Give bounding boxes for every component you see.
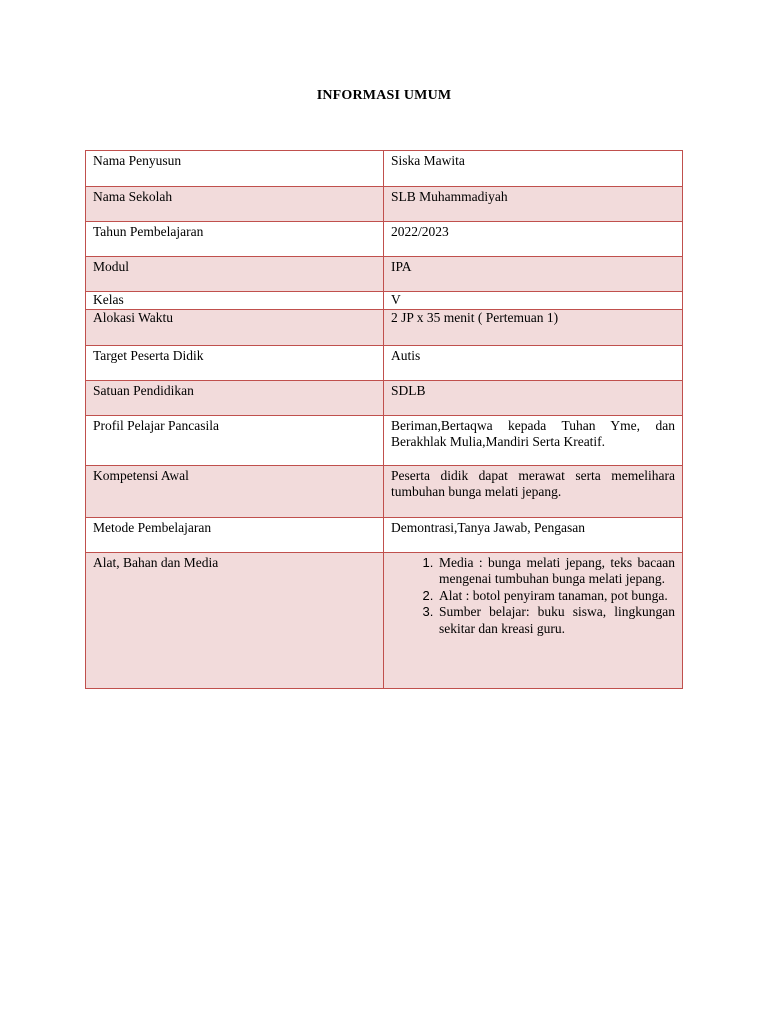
row-label: Kelas (86, 292, 384, 310)
page-title: INFORMASI UMUM (316, 88, 452, 103)
row-value: SDLB (384, 380, 683, 415)
table-row (86, 187, 683, 222)
row-label: Alat, Bahan dan Media (86, 552, 384, 688)
row-label: Kompetensi Awal (86, 465, 384, 517)
row-value: Autis (384, 345, 683, 380)
row-value: V (384, 292, 683, 310)
row-value: 2022/2023 (384, 222, 683, 257)
row-label: Nama Penyusun (86, 151, 384, 187)
row-value-text: Peserta didik dapat merawat serta memelihara tumbuhan bunga melati jepang. (391, 467, 675, 499)
row-value: 2 JP x 35 menit ( Pertemuan 1) (384, 309, 683, 345)
table-row (86, 552, 683, 688)
list-item: 1. Media : bunga melati jepang, teks bacaan mengenai tumbuhan bunga melati jepang. (437, 555, 675, 588)
table-row (86, 292, 683, 310)
row-label: Satuan Pendidikan (86, 380, 384, 415)
table-row (86, 345, 683, 380)
table-row (86, 465, 683, 517)
general-info-table (85, 150, 683, 689)
row-value-text: Beriman,Bertaqwa kepada Tuhan Yme, dan Berakhlak Mulia,Mandiri Serta Kreatif. (391, 417, 675, 449)
row-label: Alokasi Waktu (86, 309, 384, 345)
row-value (384, 415, 683, 465)
table-row (86, 517, 683, 552)
row-value: Demontrasi,Tanya Jawab, Pengasan (384, 517, 683, 552)
row-label: Profil Pelajar Pancasila (86, 415, 384, 465)
table-row (86, 380, 683, 415)
row-label: Target Peserta Didik (86, 345, 384, 380)
table-row (86, 222, 683, 257)
row-value: IPA (384, 257, 683, 292)
row-value: SLB Muhammadiyah (384, 187, 683, 222)
table-row (86, 309, 683, 345)
list-item: 3. Sumber belajar: buku siswa, lingkungan sekitar dan kreasi guru. (437, 604, 675, 637)
media-list (391, 555, 675, 638)
row-value (384, 552, 683, 688)
table-row (86, 257, 683, 292)
table-row (86, 415, 683, 465)
row-value: Siska Mawita (384, 151, 683, 187)
row-value (384, 465, 683, 517)
row-label: Nama Sekolah (86, 187, 384, 222)
table-row (86, 151, 683, 187)
row-label: Modul (86, 257, 384, 292)
list-item: 2. Alat : botol penyiram tanaman, pot bunga. (437, 588, 675, 605)
row-label: Tahun Pembelajaran (86, 222, 384, 257)
row-label: Metode Pembelajaran (86, 517, 384, 552)
